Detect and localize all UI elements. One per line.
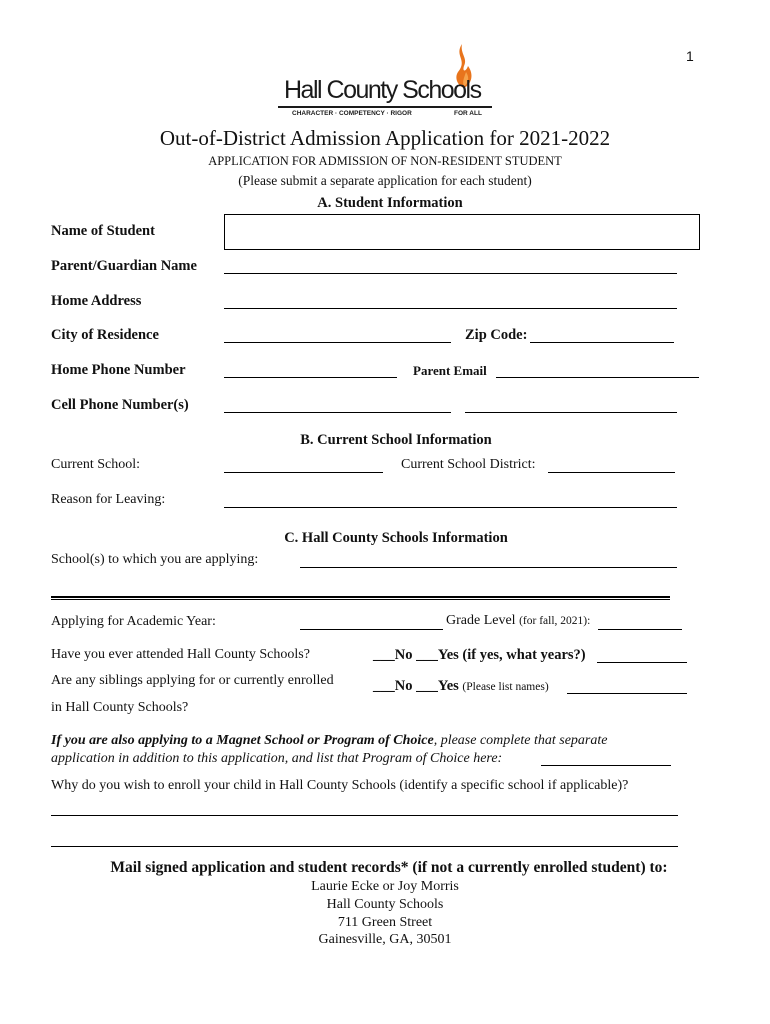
section-b-heading: B. Current School Information [300, 432, 492, 448]
home-address-field[interactable] [224, 308, 677, 309]
program-of-choice-field[interactable] [541, 765, 671, 766]
magnet-note-rest-2: application in addition to this application, and list that Program of Choice here: [51, 751, 503, 766]
grade-level-text: Grade Level [446, 613, 516, 628]
why-enroll-field-1[interactable] [51, 815, 678, 816]
attended-question: Have you ever attended Hall County Schools? [51, 647, 310, 662]
siblings-answer-text: ___No ___Yes [373, 678, 459, 694]
name-of-student-field[interactable] [224, 214, 700, 250]
mail-heading: Mail signed application and student records* (if not a currently enrolled student) to: [110, 859, 668, 876]
logo-rule [278, 106, 492, 108]
home-address-label: Home Address [51, 293, 142, 309]
zip-code-label: Zip Code: [465, 327, 528, 343]
magnet-note-rest-1: , please complete that separate [433, 733, 608, 748]
zip-code-field[interactable] [530, 342, 674, 343]
cell-phone-field-2[interactable] [465, 412, 677, 413]
why-enroll-field-2[interactable] [51, 846, 678, 847]
current-school-label: Current School: [51, 457, 141, 472]
mail-line-3: 711 Green Street [337, 915, 433, 930]
page-number: 1 [686, 48, 694, 64]
section-c-heading: C. Hall County Schools Information [284, 530, 508, 546]
current-district-label: Current School District: [401, 457, 536, 472]
city-field[interactable] [224, 342, 451, 343]
current-school-field[interactable] [224, 472, 383, 473]
home-phone-label: Home Phone Number [51, 362, 186, 378]
grade-level-note: (for fall, 2021): [519, 615, 591, 627]
current-district-field[interactable] [548, 472, 675, 473]
page-title: Out-of-District Admission Application for 2021-2022 [159, 126, 611, 150]
parent-email-label: Parent Email [413, 363, 487, 378]
attended-answer[interactable]: ___No ___Yes (if yes, what years?) [373, 647, 586, 663]
logo-tagline-right: FOR ALL [454, 110, 482, 117]
grade-level-field[interactable] [598, 629, 682, 630]
note: (Please submit a separate application for each student) [238, 173, 532, 188]
grade-level-label [446, 613, 590, 629]
siblings-answer[interactable] [373, 678, 549, 695]
schools-applying-label: School(s) to which you are applying: [51, 552, 259, 567]
magnet-note [51, 732, 607, 768]
home-phone-field[interactable] [224, 377, 397, 378]
subtitle: APPLICATION FOR ADMISSION OF NON-RESIDENT STUDENT [208, 154, 562, 168]
name-of-student-label: Name of Student [51, 223, 155, 239]
mail-line-4: Gainesville, GA, 30501 [318, 932, 452, 947]
reason-leaving-field[interactable] [224, 507, 677, 508]
cell-phone-label: Cell Phone Number(s) [51, 397, 189, 413]
mail-line-1: Laurie Ecke or Joy Morris [311, 879, 459, 894]
schools-applying-field[interactable] [300, 567, 677, 568]
schools-applying-field-2[interactable] [51, 596, 670, 600]
city-label: City of Residence [51, 327, 159, 343]
mail-line-2: Hall County Schools [326, 897, 444, 912]
parent-guardian-label: Parent/Guardian Name [51, 258, 197, 274]
siblings-note: (Please list names) [462, 681, 549, 693]
parent-guardian-field[interactable] [224, 273, 677, 274]
logo [270, 42, 500, 120]
reason-leaving-label: Reason for Leaving: [51, 492, 166, 507]
attended-years-field[interactable] [597, 662, 687, 663]
cell-phone-field-1[interactable] [224, 412, 451, 413]
siblings-question-1: Are any siblings applying for or currently enrolled [51, 673, 334, 688]
academic-year-field[interactable] [300, 629, 443, 630]
siblings-question-2: in Hall County Schools? [51, 700, 189, 715]
section-a-heading: A. Student Information [317, 195, 463, 211]
siblings-names-field[interactable] [567, 693, 687, 694]
logo-wordmark: Hall County Schools [284, 76, 481, 104]
logo-tagline: CHARACTER · COMPETENCY · RIGOR [292, 110, 412, 117]
academic-year-label: Applying for Academic Year: [51, 614, 216, 629]
magnet-note-bold: If you are also applying to a Magnet School or Program of Choice [51, 733, 434, 748]
parent-email-field[interactable] [496, 377, 699, 378]
why-enroll-question: Why do you wish to enroll your child in Hall County Schools (identify a specific school if applicable)? [51, 778, 629, 793]
